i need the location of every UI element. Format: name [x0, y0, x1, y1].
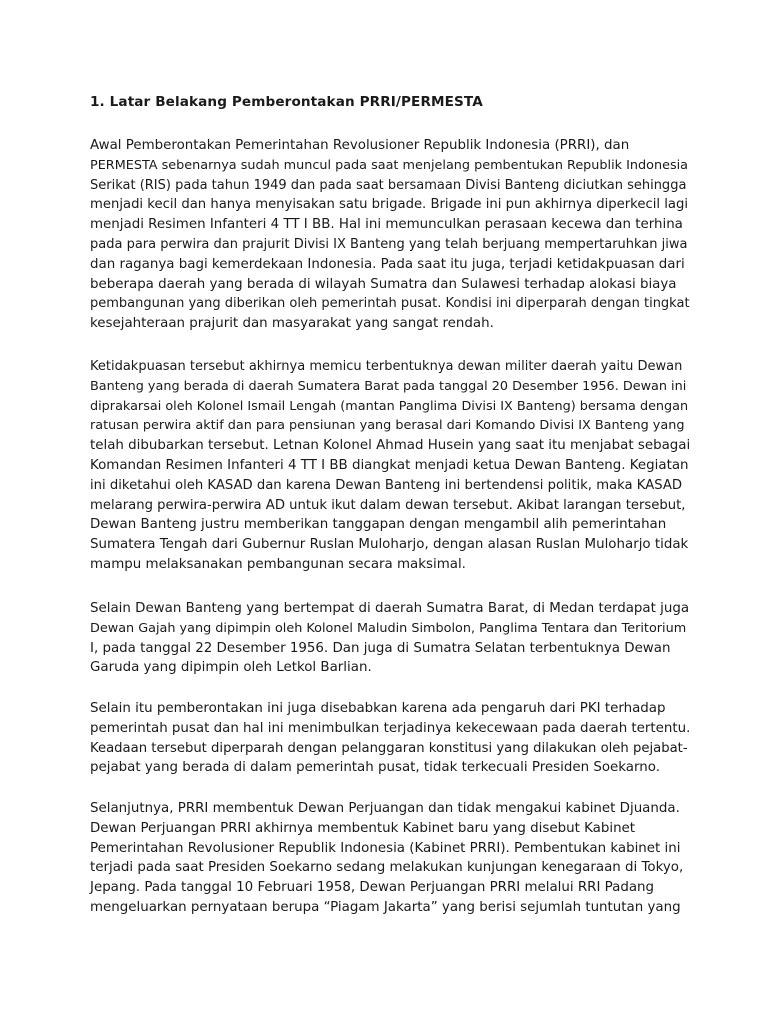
text-line: Dewan Perjuangan PRRI akhirnya membentuk Kabinet baru yang disebut Kabinet — [90, 820, 636, 836]
text-line: Jepang. Pada tanggal 10 Februari 1958, Dewan Perjuangan PRRI melalui RRI Padang — [90, 880, 655, 896]
paragraph-background — [90, 136, 690, 334]
text-line: pemerintah pusat dan hal ini menimbulkan terjadinya kekecewaan pada daerah tertentu. — [90, 720, 691, 736]
text-line: pembangunan yang diberikan oleh pemerintah pusat. Kondisi ini diperparah dengan tingkat — [90, 296, 690, 312]
text-line: I, pada tanggal 22 Desember 1956. Dan juga di Sumatra Selatan terbentuknya Dewan — [90, 640, 671, 656]
text-line: pejabat yang berada di dalam pemerintah pusat, tidak terkecuali Presiden Soekarno. — [90, 760, 660, 776]
text-line: PERMESTA sebenarnya sudah muncul pada saat menjelang pembentukan Republik Indonesia — [90, 157, 689, 173]
text-line: Dewan Gajah yang dipimpin oleh Kolonel Maludin Simbolon, Panglima Tentara dan Teritorium — [90, 620, 687, 636]
paragraph-pki-influence — [90, 699, 690, 778]
text-line: Pemerintahan Revolusioner Republik Indonesia (Kabinet PRRI). Pembentukan kabinet ini — [90, 840, 681, 856]
text-line: Selanjutnya, PRRI membentuk Dewan Perjuangan dan tidak mengakui kabinet Djuanda. — [90, 801, 680, 816]
text-line: telah dibubarkan tersebut. Letnan Kolonel Ahmad Husein yang saat itu menjabat sebagai — [90, 438, 691, 454]
section-heading: 1. Latar Belakang Pemberontakan PRRI/PERMESTA — [90, 94, 483, 110]
text-line: terjadi pada saat Presiden Soekarno sedang melakukan kunjungan kenegaraan di Tokyo, — [90, 860, 684, 876]
text-line: ratusan perwira aktif dan para pensiunan yang berasal dari Komando Divisi IX Banteng yang — [90, 418, 685, 434]
text-line: kesejahteraan prajurit dan masyarakat yang sangat rendah. — [90, 316, 494, 332]
text-line: menjadi Resimen Infanteri 4 TT I BB. Hal ini memunculkan perasaan kecewa dan terhina — [90, 217, 683, 233]
text-line: menjadi kecil dan hanya menyisakan satu brigade. Brigade ini pun akhirnya diperkecil lagi — [90, 197, 688, 213]
text-line: mengeluarkan pernyataan berupa “Piagam Jakarta” yang berisi sejumlah tuntutan yang — [90, 899, 681, 915]
text-line: pada para perwira dan prajurit Divisi IX Banteng yang telah berjuang mempertaruhkan jiwa — [90, 236, 688, 252]
text-line: Keadaan tersebut diperparah dengan pelanggaran konstitusi yang dilakukan oleh pejabat- — [90, 740, 688, 756]
text-line: Komandan Resimen Infanteri 4 TT I BB diangkat menjadi ketua Dewan Banteng. Kegiatan — [90, 457, 689, 473]
text-line: Dewan Banteng justru memberikan tanggapan dengan mengambil alih pemerintahan — [90, 517, 667, 533]
text-line: mampu melaksanakan pembangunan secara maksimal. — [90, 556, 466, 572]
text-line: ini diketahui oleh KASAD dan karena Dewan Banteng ini bertendensi politik, maka KASAD — [90, 477, 683, 493]
text-line: Selain Dewan Banteng yang bertempat di daerah Sumatra Barat, di Medan terdapat juga — [90, 601, 690, 616]
paragraph-dewan-gajah — [90, 599, 690, 678]
text-line: diprakarsai oleh Kolonel Ismail Lengah (mantan Panglima Divisi IX Banteng) bersama dengan — [90, 398, 689, 414]
text-line: Garuda yang dipimpin oleh Letkol Barlian. — [90, 660, 372, 676]
text-line: Awal Pemberontakan Pemerintahan Revolusioner Republik Indonesia (PRRI), dan — [90, 138, 630, 153]
text-line: melarang perwira-perwira AD untuk ikut dalam dewan tersebut. Akibat larangan tersebut, — [90, 497, 686, 513]
text-line: beberapa daerah yang berada di wilayah Sumatra dan Sulawesi terhadap alokasi biaya — [90, 276, 677, 292]
text-line: Sumatera Tengah dari Gubernur Ruslan Muloharjo, dengan alasan Ruslan Muloharjo tidak — [90, 537, 689, 553]
text-line: dan raganya bagi kemerdekaan Indonesia. Pada saat itu juga, terjadi ketidakpuasan dari — [90, 256, 685, 272]
text-line: Serikat (RIS) pada tahun 1949 dan pada saat bersamaan Divisi Banteng diciutkan sehingga — [90, 177, 687, 193]
text-line: Selain itu pemberontakan ini juga disebabkan karena ada pengaruh dari PKI terhadap — [90, 701, 666, 716]
paragraph-dewan-perjuangan — [90, 799, 690, 918]
paragraph-dewan-banteng — [90, 357, 690, 575]
text-line: Ketidakpuasan tersebut akhirnya memicu terbentuknya dewan militer daerah yaitu Dewan — [90, 359, 683, 374]
text-line: Banteng yang berada di daerah Sumatera Barat pada tanggal 20 Desember 1956. Dewan ini — [90, 378, 687, 394]
